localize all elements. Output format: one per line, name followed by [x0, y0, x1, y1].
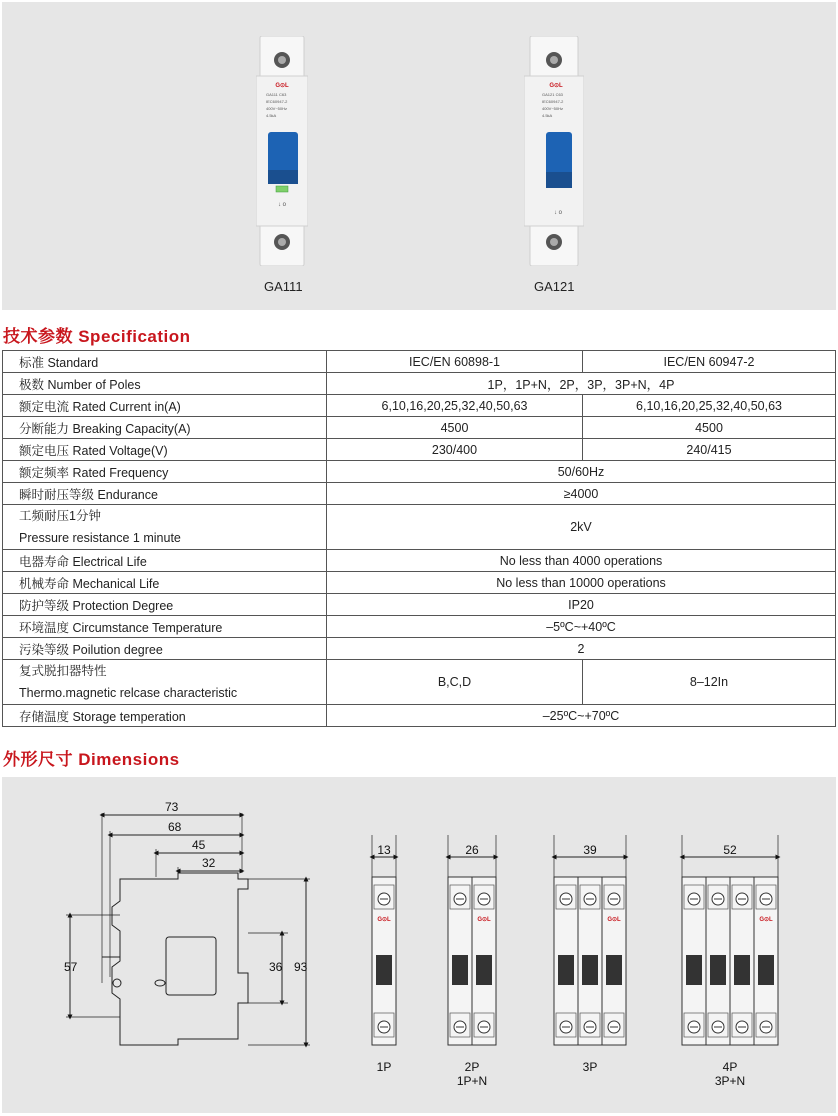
spec-name: 工频耐压1分钟 Pressure resistance 1 minute	[3, 505, 327, 550]
ga111-face-brand: G⊙L	[275, 83, 289, 89]
spec-value: IEC/EN 60947-2	[583, 351, 836, 373]
table-row	[3, 660, 836, 705]
dim-width-73: 73	[165, 800, 179, 814]
dimensions-panel	[2, 777, 836, 1113]
pole-lever	[606, 955, 622, 985]
spec-name: 瞬时耐压等级 Endurance	[3, 483, 327, 505]
front-view-2p	[448, 835, 496, 1088]
front-brand: G⊙L	[607, 917, 621, 923]
front-view-label: 3P	[582, 1060, 598, 1074]
spec-name: 环境温度 Circumstance Temperature	[3, 616, 327, 638]
front-width-label: 39	[583, 843, 597, 857]
spec-value: –25ºC~+70ºC	[327, 705, 836, 727]
pole-lever	[710, 955, 726, 985]
svg-text:↓ o: ↓ o	[277, 202, 287, 208]
spec-value: No less than 4000 operations	[327, 550, 836, 572]
dim-width-32: 32	[202, 856, 216, 870]
front-view-label-alt: 1P+N	[456, 1074, 488, 1088]
spec-value: 240/415	[583, 439, 836, 461]
table-row	[3, 395, 836, 417]
spec-name: 存储温度 Storage temperation	[3, 705, 327, 727]
spec-value: ≥4000	[327, 483, 836, 505]
table-row	[3, 705, 836, 727]
pole-lever	[558, 955, 574, 985]
table-row	[3, 461, 836, 483]
spec-value: 230/400	[327, 439, 583, 461]
front-width-label: 13	[377, 843, 391, 857]
dim-width-45: 45	[192, 838, 206, 852]
spec-name: 额定电压 Rated Voltage(V)	[3, 439, 327, 461]
side-view-drawing	[66, 813, 310, 1045]
table-row	[3, 483, 836, 505]
pole-lever	[376, 955, 392, 985]
svg-text:400V~50Hz: 400V~50Hz	[266, 106, 288, 111]
ga121-label: GA121	[534, 279, 575, 294]
dim-width-68: 68	[168, 820, 182, 834]
spec-value: 4500	[327, 417, 583, 439]
spec-name: 额定频率 Rated Frequency	[3, 461, 327, 483]
pole-lever	[686, 955, 702, 985]
spec-name: 污染等级 Poilution degree	[3, 638, 327, 660]
front-brand: G⊙L	[477, 917, 491, 923]
ga121-breaker-image	[524, 36, 584, 266]
spec-value: IEC/EN 60898-1	[327, 351, 583, 373]
specification-table	[2, 350, 836, 727]
spec-value: 1P，1P+N，2P，3P，3P+N，4P	[327, 373, 836, 395]
pole-lever	[734, 955, 750, 985]
front-width-label: 52	[723, 843, 737, 857]
spec-name: 机械寿命 Mechanical Life	[3, 572, 327, 594]
svg-text:↓ o: ↓ o	[553, 210, 563, 216]
table-row	[3, 417, 836, 439]
spec-name: 额定电流 Rated Current in(A)	[3, 395, 327, 417]
table-row	[3, 616, 836, 638]
table-row	[3, 594, 836, 616]
front-view-1p	[372, 835, 396, 1074]
spec-name: 复式脱扣器特性 Thermo.magnetic relcase characteristic	[3, 660, 327, 705]
spec-name: 防护等级 Protection Degree	[3, 594, 327, 616]
svg-text:IEC60947-2: IEC60947-2	[542, 99, 564, 104]
spec-name: 标准 Standard	[3, 351, 327, 373]
front-brand: G⊙L	[759, 917, 773, 923]
spec-value: 50/60Hz	[327, 461, 836, 483]
dim-height-93: 93	[294, 960, 308, 974]
front-view-label: 4P	[722, 1060, 738, 1074]
product-images-panel	[2, 2, 836, 310]
pole-lever	[476, 955, 492, 985]
spec-name: 分断能力 Breaking Capacity(A)	[3, 417, 327, 439]
dim-height-57: 57	[64, 960, 78, 974]
table-row	[3, 572, 836, 594]
ga111-label: GA111	[264, 279, 303, 294]
pole-lever	[758, 955, 774, 985]
front-width-label: 26	[465, 843, 479, 857]
table-row	[3, 638, 836, 660]
front-view-3p	[554, 835, 626, 1074]
spec-value: 6,10,16,20,25,32,40,50,63	[327, 395, 583, 417]
spec-value: 4500	[583, 417, 836, 439]
svg-text:4.5kA: 4.5kA	[542, 113, 553, 118]
spec-value: No less than 10000 operations	[327, 572, 836, 594]
svg-text:GA111 C63: GA111 C63	[266, 92, 287, 97]
specification-heading: 技术参数 Specification	[3, 327, 191, 346]
spec-name: 极数 Number of Poles	[3, 373, 327, 395]
dimension-drawings	[2, 777, 836, 1113]
spec-value: 2kV	[327, 505, 836, 550]
ga111-breaker-image	[256, 36, 308, 266]
table-row	[3, 505, 836, 550]
front-brand: G⊙L	[377, 917, 391, 923]
front-view-label-alt: 3P+N	[714, 1074, 746, 1088]
svg-text:400V~50Hz: 400V~50Hz	[542, 106, 564, 111]
front-view-4p	[682, 835, 778, 1088]
svg-text:IEC60947-2: IEC60947-2	[266, 99, 288, 104]
front-view-label: 1P	[376, 1060, 392, 1074]
ga121-face-brand: G⊙L	[549, 83, 563, 89]
svg-text:4.5kA: 4.5kA	[266, 113, 277, 118]
spec-value: –5ºC~+40ºC	[327, 616, 836, 638]
table-row	[3, 351, 836, 373]
dim-height-36: 36	[269, 960, 283, 974]
table-row	[3, 373, 836, 395]
table-row	[3, 439, 836, 461]
front-view-drawings	[372, 835, 778, 1088]
spec-value: B,C,D	[327, 660, 583, 705]
pole-lever	[582, 955, 598, 985]
spec-value: 2	[327, 638, 836, 660]
dimensions-heading: 外形尺寸 Dimensions	[3, 750, 180, 769]
spec-value: IP20	[327, 594, 836, 616]
pole-lever	[452, 955, 468, 985]
svg-text:GA121 C63: GA121 C63	[542, 92, 563, 97]
table-row	[3, 550, 836, 572]
spec-name: 电器寿命 Electrical Life	[3, 550, 327, 572]
spec-value: 6,10,16,20,25,32,40,50,63	[583, 395, 836, 417]
front-view-label: 2P	[464, 1060, 480, 1074]
spec-value: 8–12In	[583, 660, 836, 705]
